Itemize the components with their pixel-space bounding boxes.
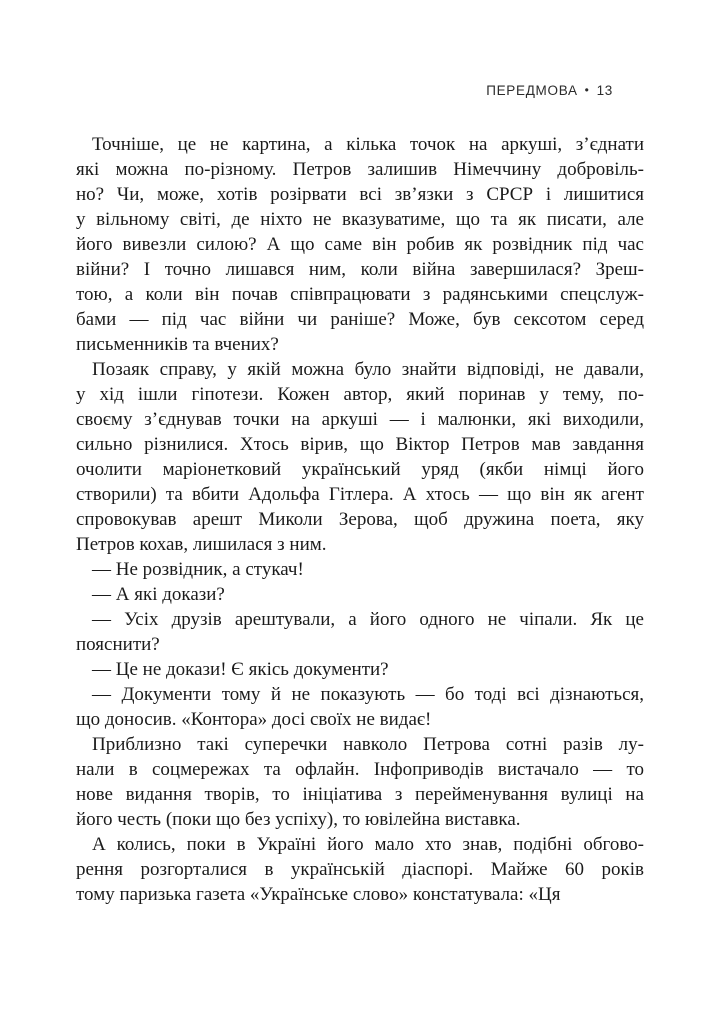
- text-line: бами — під час війни чи раніше? Може, був сексотом серед: [76, 309, 644, 330]
- text-line: А колись, поки в Україні його мало хто знав, подібні обгово-: [92, 834, 644, 855]
- text-line: нали в соцмережах та офлайн. Інфоприводів вистачало — то: [76, 759, 644, 780]
- text-line: тою, а коли він почав співпрацювати з радянськими спецслуж-: [76, 284, 644, 305]
- text-line: письменників та вчених?: [76, 334, 279, 355]
- text-line: рення розгорталися в українській діаспорі. Майже 60 років: [76, 859, 644, 880]
- text-line: очолити маріонетковий український уряд (якби німці його: [76, 459, 644, 480]
- text-line: тому паризька газета «Українське слово» констатувала: «Ця: [76, 884, 561, 905]
- text-line: — Це не докази! Є якісь документи?: [92, 659, 389, 680]
- text-line: у хід ішли гіпотези. Кожен автор, який поринав у тему, по-: [76, 384, 644, 405]
- paragraph: [76, 607, 644, 657]
- text-line: своєму з’єднував точки на аркуші — і малюнки, які виходили,: [76, 409, 644, 430]
- text-line: сильно різнилися. Хтось вірив, що Віктор Петров мав завдання: [76, 434, 644, 455]
- text-block: [76, 132, 644, 907]
- text-line: створили) та вбити Адольфа Гітлера. А хтось — що він як агент: [76, 484, 644, 505]
- text-line: у вільному світі, де ніхто не вказуватиме, що та як писати, але: [76, 209, 644, 230]
- text-line: які можна по-різному. Петров залишив Німеччину добровіль-: [76, 159, 644, 180]
- text-line: — Документи тому й не показують — бо тоді всі дізнаються,: [92, 684, 644, 705]
- text-line: Приблизно такі суперечки навколо Петрова сотні разів лу-: [92, 734, 644, 755]
- paragraph: [76, 832, 644, 907]
- paragraph: [76, 582, 644, 607]
- text-line: Точніше, це не картина, а кілька точок на аркуші, з’єднати: [92, 134, 644, 155]
- text-line: нове видання творів, то ініціатива з перейменування вулиці на: [76, 784, 644, 805]
- text-line: пояснити?: [76, 634, 160, 655]
- text-line: що доносив. «Контора» досі своїх не видає!: [76, 709, 432, 730]
- page-number: 13: [596, 83, 613, 98]
- paragraph: [76, 132, 644, 357]
- running-header: [486, 83, 613, 98]
- text-line: — А які докази?: [92, 584, 225, 605]
- text-line: спровокував арешт Миколи Зерова, щоб дружина поета, яку: [76, 509, 644, 530]
- text-line: його вивезли силою? А що саме він робив як розвідник під час: [76, 234, 644, 255]
- paragraph: [76, 557, 644, 582]
- chapter-title: ПЕРЕДМОВА: [486, 83, 578, 98]
- paragraph: [76, 732, 644, 832]
- text-line: Петров кохав, лишилася з ним.: [76, 534, 327, 555]
- text-line: війни? І точно лишався ним, коли війна завершилася? Зреш-: [76, 259, 644, 280]
- text-line: Позаяк справу, у якій можна було знайти відповіді, не давали,: [92, 359, 644, 380]
- bullet-separator: •: [584, 83, 590, 97]
- text-line: но? Чи, може, хотів розірвати всі зв’язки з СРСР і лишитися: [76, 184, 644, 205]
- text-line: — Усіх друзів арештували, а його одного не чіпали. Як це: [92, 609, 644, 630]
- text-line: його честь (поки що без успіху), то ювілейна виставка.: [76, 809, 521, 830]
- paragraph: [76, 682, 644, 732]
- paragraph: [76, 357, 644, 557]
- text-line: — Не розвідник, а стукач!: [92, 559, 304, 580]
- paragraph: [76, 657, 644, 682]
